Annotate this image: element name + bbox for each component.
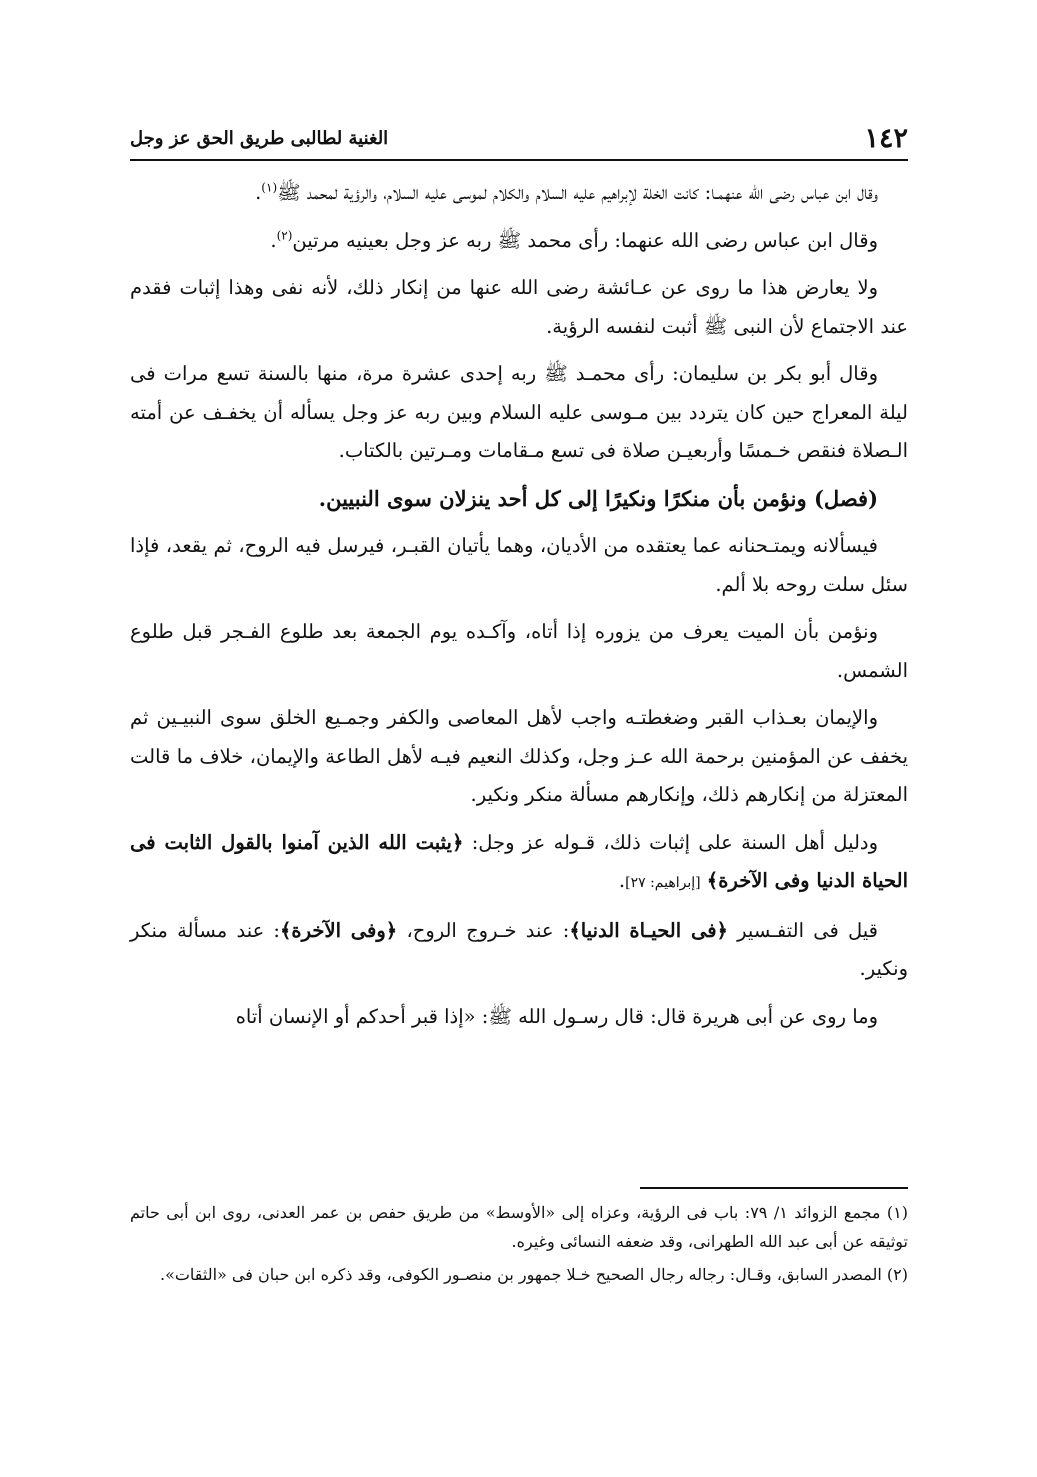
quran-quote-1: ﴿فى الحيـاة الدنيا﴾: [569, 918, 728, 942]
paragraph-8: والإيمان بعـذاب القبر وضغطتـه واجب لأهل المعاصى والكفر وجمـيع الخلق سوى النبيـين ثم يخفف عن المؤمنين برحمة الله عـز وجل، وكذلك النعيم فيـه لأهل الطاعة والإيمان، خلاف ما قالت المعتزلة من إنكارهم ذلك، وإنكارهم مسألة منكر ونكير.: [130, 706, 908, 806]
paragraph-9: ودليل أهل السنة على إثبات ذلك، قـوله عز وجل: ﴿يثبت الله الذين آمنوا بالقول الثابت فى الحياة الدنيا وفى الآخرة﴾ [إبراهيم: ٢٧].: [130, 830, 908, 892]
paragraph-6: فيسألانه ويمتـحنانه عما يعتقده من الأديان، وهما يأتيان القبـر، فيرسل فيه الروح، ثم يقعد، فإذا سئل سلت روحه بلا ألم.: [130, 534, 908, 596]
running-title: الغنية لطالبى طريق الحق عز وجل: [130, 128, 389, 149]
paragraph-11: وما روى عن أبى هريرة قال: قال رسـول الله ﷺ: «إذا قبر أحدكم أو الإنسان أتاه: [235, 1004, 878, 1028]
main-text: [130, 174, 908, 1045]
footnote-rule: [640, 1187, 908, 1189]
section-heading: (فصل) ونؤمن بأن منكرًا ونكيرًا إلى كل أحد ينزلان سوى النبيين.: [318, 485, 878, 511]
footnote-2: (٢) المصدر السابق، وقـال: رجاله رجال الصحيح خـلا جمهور بن منصـور الكوفى، وقد ذكره ابن حبان فى «الثقات».: [159, 1265, 908, 1284]
footnote-marker-1: (١): [261, 180, 278, 195]
paragraph-1: وقال ابن عباس رضى الله عنهمـا: كانت الخلة لإبراهيم عليه السلام والكلام لموسى عليه السلام، والرؤية لمحمد ﷺ$^{(١)}$.: [255, 180, 878, 204]
paragraph-4: وقال أبو بكر بن سليمان: رأى محمـد ﷺ ربه إحدى عشرة مرة، منها بالسنة تسع مرات فى ليلة المعراج حين كان يتردد بين مـوسى عليه السلام وبين ربه عز وجل يسأله أن يخفـف عن أمته الـصلاة فنقص خـمسًا وأربعيـن صلاة فى تسع مـقامات ومـرتين بالكتاب.: [130, 362, 908, 462]
footnotes: [130, 1198, 908, 1293]
page-number: ١٤٢: [864, 123, 908, 154]
paragraph-2: وقال ابن عباس رضى الله عنهما: رأى محمد ﷺ ربه عز وجل بعينيه مرتين$^{(٢)}$.: [270, 228, 878, 252]
quran-quote-2: ﴿وفى الآخرة﴾: [280, 918, 398, 942]
quran-verse: ﴿يثبت الله الذين آمنوا بالقول الثابت فى الحياة الدنيا وفى الآخرة﴾: [130, 830, 908, 892]
footnote-marker-2: (٢): [276, 228, 293, 242]
page-header: [130, 122, 908, 156]
paragraph-3: ولا يعارض هذا ما روى عن عـائشة رضى الله عنها من إنكار ذلك، لأنه نفى وهذا إثبات فقدم عند الاجتماع لأن النبى ﷺ أثبت لنفسه الرؤية.: [130, 276, 908, 338]
paragraph-7: ونؤمن بأن الميت يعرف من يزوره إذا أتاه، وآكـده يوم الجمعة بعد طلوع الفـجر قبل طلوع الشمس.: [130, 620, 908, 682]
footnote-1: (١) مجمع الزوائد ١/ ٧٩: باب فى الرؤية، وعزاه إلى «الأوسط» من طريق حفص بن عمر العدنى، روى ابن أبى حاتم توثيقه عن أبى عبد الله الطهرانى، وقد ضعفه النسائى وغيره.: [130, 1203, 909, 1251]
verse-reference: [إبراهيم: ٢٧]: [625, 875, 701, 891]
header-rule: [130, 159, 908, 161]
paragraph-10: قيل فى التفـسير ﴿فى الحيـاة الدنيا﴾: عند خـروج الروح، ﴿وفى الآخرة﴾: عند مسألة منكر ونكير.: [130, 918, 908, 980]
